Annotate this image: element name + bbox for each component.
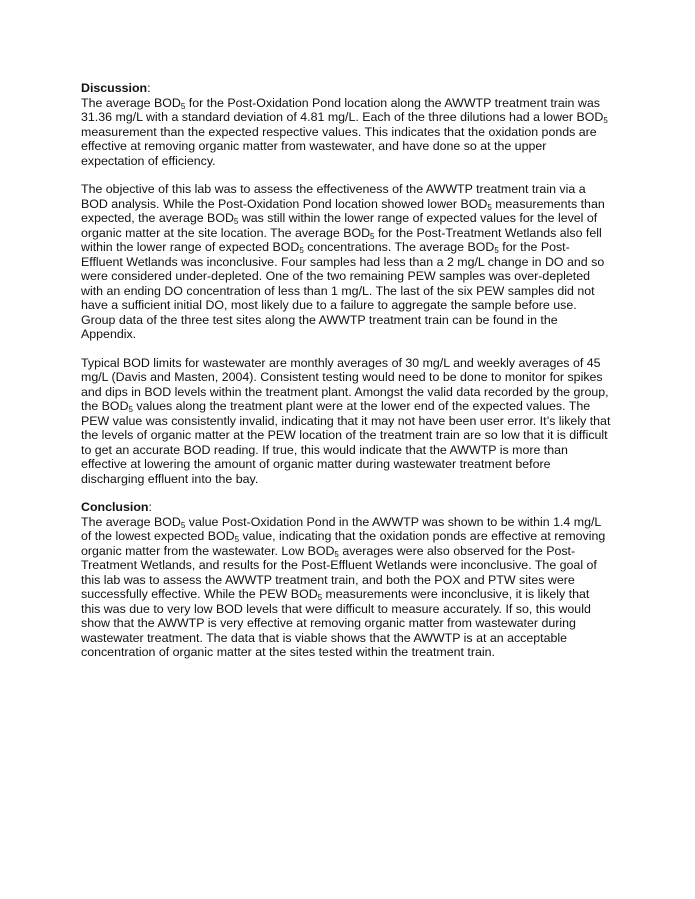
conclusion-paragraph-1 — [81, 515, 611, 660]
paragraph-gap — [81, 486, 611, 500]
text-run: measurement than the expected respective values. This indicates that the oxidation ponds are effective at removing organic matter from wastewater, and have done so at the upper expectation of efficiency. — [81, 124, 597, 168]
discussion-paragraph-2 — [81, 182, 611, 342]
discussion-paragraph-3 — [81, 356, 611, 487]
conclusion-heading-colon: : — [148, 500, 152, 514]
text-run: value, indicating that the oxidation ponds are effective at removing organic matter from the wastewater. Low BOD — [81, 529, 606, 558]
subscript: 5 — [180, 520, 186, 530]
discussion-paragraph-1 — [81, 96, 611, 169]
subscript: 5 — [317, 593, 323, 602]
document-body — [81, 81, 611, 660]
subscript: 5 — [128, 405, 133, 414]
conclusion-heading-text: Conclusion — [81, 500, 149, 514]
text-run: The objective of this lab was to assess the effectiveness of the AWWTP treatment train via a BOD analysis. While the Post-Oxidation Pond location showed lower BOD — [81, 182, 586, 211]
paragraph-gap — [81, 168, 611, 182]
text-run: The average BOD — [81, 95, 181, 110]
paragraph-gap — [81, 342, 611, 356]
text-run: measurements than expected, the average BOD — [81, 196, 605, 225]
subscript: 5 — [299, 246, 304, 255]
discussion-heading-text: Discussion — [81, 81, 148, 95]
text-run: values along the treatment plant were at the lower end of the expected values. The PEW value was consistently invalid, indicating that it may not have been user error. It’s likely that the levels of organic matter at the PEW location of the treatment train are so low that it is difficult to get an accurate BOD reading. If true, this would indicate that the AWWTP is more than effective at lowering the amount of organic matter during wastewater treatment before discharging effluent into the bay. — [81, 399, 611, 486]
text-run: was still within the lower range of expected values for the level of organic matter at the site location. The average BOD — [81, 211, 598, 240]
discussion-heading-colon: : — [147, 81, 151, 95]
text-run: concentrations. The average BOD — [303, 240, 495, 254]
text-run: for the Post-Treatment Wetlands also fell within the lower range of expected BOD — [81, 225, 602, 254]
conclusion-heading — [81, 500, 611, 515]
discussion-heading — [81, 81, 611, 96]
text-run: averages were also observed for the Post-Treatment Wetlands, and results for the Post-Effluent Wetlands were inconclusive. The goal of this lab was to assess the AWWTP treatment train, and both the POX and PTW sites were successfully effective. While the PEW BOD — [81, 543, 597, 601]
text-run: for the Post-Effluent Wetlands was inconclusive. Four samples had less than a 2 mg/L change in DO and so were considered under-depleted. One of the two remaining PEW samples was over-depleted with an ending DO concentration of less than 1 mg/L. The last of the six PEW samples did not have a sufficient initial DO, most likely due to a failure to aggregate the sample before use. Group data of the three test sites along the AWWTP treatment train can be found in the Appendix. — [81, 240, 605, 341]
subscript: 5 — [487, 202, 492, 212]
text-run: value Post-Oxidation Pond in the AWWTP was shown to be within 1.4 mg/L of the lowest expected BOD — [81, 514, 601, 543]
subscript: 5 — [494, 246, 499, 255]
subscript: 5 — [234, 535, 240, 544]
text-run: for the Post-Oxidation Pond location along the AWWTP treatment train was 31.36 mg/L with a standard deviation of 4.81 mg/L. Each of the three dilutions had a lower BOD — [81, 95, 604, 124]
subscript: 5 — [233, 217, 239, 226]
subscript: 5 — [603, 116, 608, 125]
subscript: 5 — [180, 101, 186, 111]
text-run: Typical BOD limits for wastewater are monthly averages of 30 mg/L and weekly averages of 45 mg/L (Davis and Masten, 2004). Consistent testing would need to be done to monitor for spikes and dips in BOD levels within the treatment plant. Amongst the valid data recorded by the group, the BOD — [81, 355, 609, 413]
subscript: 5 — [334, 549, 339, 559]
subscript: 5 — [370, 231, 375, 241]
text-run: measurements were inconclusive, it is likely that this was due to very low BOD levels that were difficult to measure accurately. If so, this would show that the AWWTP is very effective at removing organic matter from wastewater during wastewater treatment. The data that is viable shows that the AWWTP is at an acceptable concentration of organic matter at the sites tested within the treatment train. — [81, 587, 591, 659]
text-run: The average BOD — [81, 514, 181, 529]
